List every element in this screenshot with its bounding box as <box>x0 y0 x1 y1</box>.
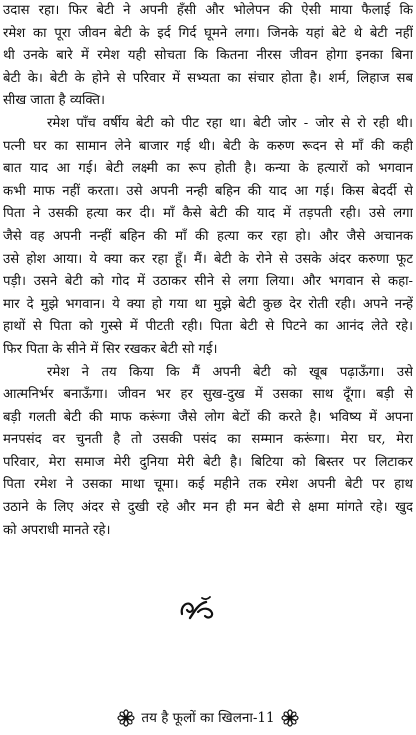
paragraph-line: रमेश ने तय किया कि मैं अपनी बेटी को खूब पढ़ाऊँगा। उसे <box>47 364 413 380</box>
flower-icon <box>117 709 135 727</box>
paragraph-line: रमेश पाँच वर्षीय बेटी को पीट रहा था। बेटी जोर - जोर से रो रही थी। <box>47 115 413 131</box>
paragraph-line: पड़ी। उसने बेटी को गोद में उठाकर सीने से लगा लिया। और भगवान से कहा- <box>3 274 413 290</box>
paragraph-line: थी उनके बारे में रमेश यही सोचता कि कितना नीरस जीवन होगा इनका बिना <box>3 48 413 64</box>
paragraph-line: पिता रमेश ने उसका माथा चूमा। कई महीने तक रमेश अपनी बेटी पर हाथ <box>3 477 413 493</box>
paragraph-line: जैसे वह अपनी नन्हीं बहिन की माँ की हत्या कर रहा हो। और जैसे अचानक <box>3 228 413 244</box>
paragraph-line: रमेश का पूरा जीवन बेटी के इर्द गिर्द घूमने लगा। जिनके यहां बेटे थे बेटी नहीं <box>3 25 413 41</box>
paragraph-line: पत्नी घर का सामान लेने बाजार गई थी। बेटी के करुण रूदन से माँ की कही <box>3 138 413 154</box>
paragraph-line: आत्मनिर्भर बनाऊँगा। जीवन भर हर सुख-दुख में उसका साथ दूँगा। बड़ी से <box>3 387 413 403</box>
page-footer <box>0 704 416 732</box>
paragraph-line: उदास रहा। फिर बेटी ने अपनी हँसी और भोलेपन की ऐसी माया फैलाई कि <box>3 3 413 18</box>
paragraph-line: कभी माफ नहीं करता। उसे अपनी नन्ही बहिन की याद आ गई। किस बेदर्दी से <box>3 183 413 199</box>
paragraph-line: बात याद आ गई। बेटी लक्ष्मी का रूप होती है। कन्या के हत्यारों को भगवान <box>3 161 413 177</box>
paragraph-line: उसे होश आया। ये क्या कर रहा हूँ। मैं। बेटी के रोने से उसके अंदर करुणा फूट <box>3 251 413 267</box>
paragraph-line: बेटी के। बेटी के होने से परिवार में सभ्यता का संचार होता है। शर्म, लिहाज सब <box>3 70 413 86</box>
paragraph-line: फिर पिता के सीने में सिर रखकर बेटी सो गई। <box>3 341 218 357</box>
paragraph-line: हाथों से पिता को गुस्से में पीटती रही। पिता बेटी से पिटने का आनंद लेते रहे। <box>3 319 413 335</box>
paragraph-line: मार दे मुझे भगवान। ये क्या हो गया था मुझे बेटी कुछ देर रोती रही। अपने नन्हें <box>3 296 413 312</box>
paragraph-line: पिता ने उसकी हत्या कर दी। माँ कैसे बेटी की याद में तड़पती रही। उसे लगा <box>3 206 413 222</box>
paragraph-line: को अपराधी मानते रहे। <box>3 522 111 538</box>
paragraph-line: मनपसंद वर चुनती है तो उसकी पसंद का सम्मान करूंगा। मेरा घर, मेरा <box>3 432 413 448</box>
page-number-label: तय है फूलों का खिलना-11 <box>141 710 275 726</box>
paragraph-line: उठाने के लिए अंदर से दुखी रहे और मन ही मन बेटी से क्षमा मांगते रहे। खुद <box>3 500 413 516</box>
flower-icon <box>281 709 299 727</box>
paragraph-line: बड़ी गलती बेटी की माफ करूंगा जैसे लोग बेटों की करते है। भविष्य में अपना <box>3 409 413 425</box>
scroll-flourish-icon <box>176 594 216 622</box>
body-text <box>3 0 413 542</box>
paragraph-line: सीख जाता है व्यक्ति। <box>3 93 105 109</box>
paragraph-line: परिवार, मेरा समाज मेरी दुनिया मेरी बेटी है। बिटिया को बिस्तर पर लिटाकर <box>3 454 413 470</box>
